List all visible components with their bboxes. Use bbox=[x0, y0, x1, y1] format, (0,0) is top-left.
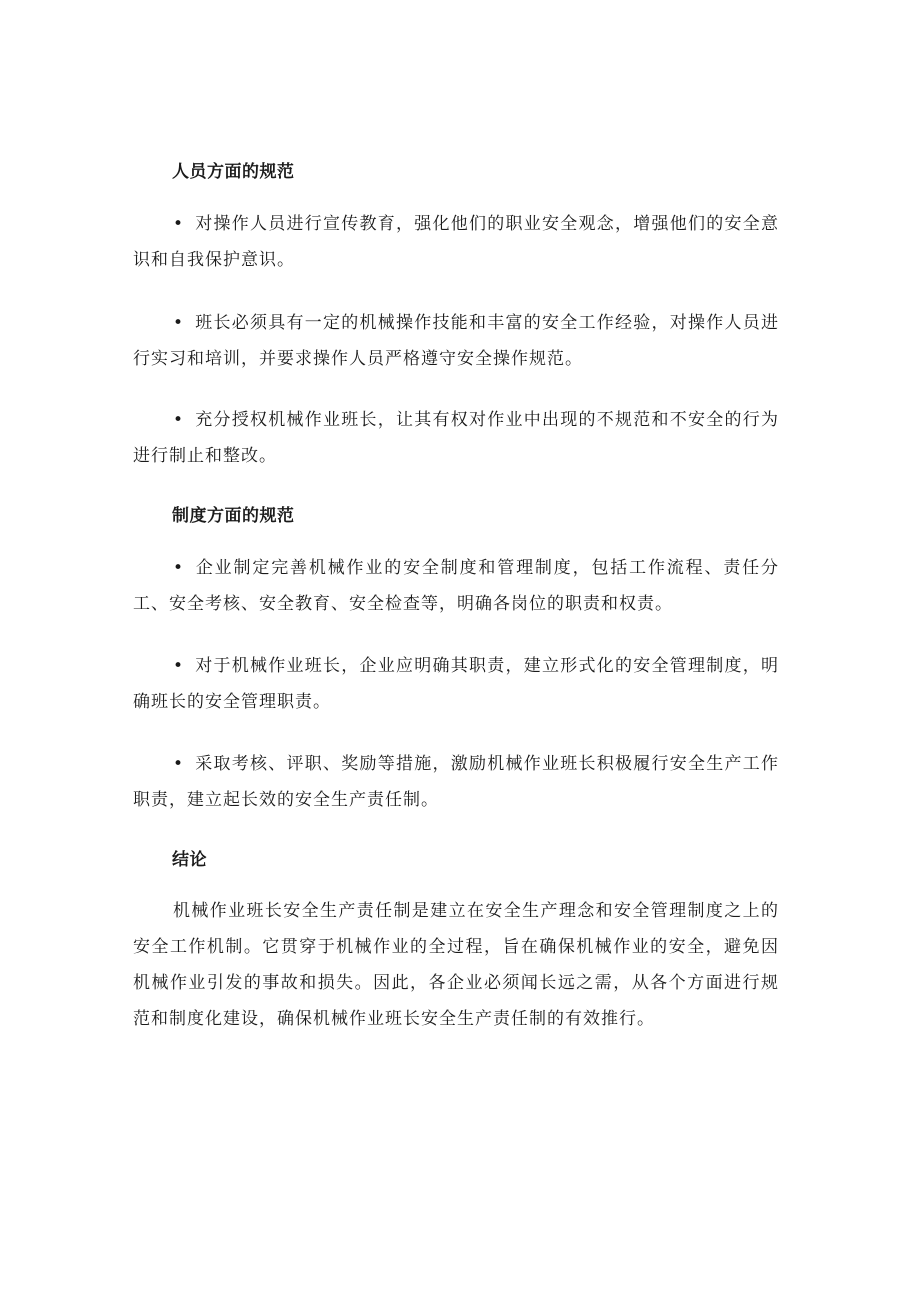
list-item bbox=[133, 305, 779, 377]
list-item-text: 对于机械作业班长，企业应明确其职责，建立形式化的安全管理制度，明确班长的安全管理职责。 bbox=[133, 656, 779, 712]
list-item bbox=[133, 550, 779, 622]
conclusion-paragraph: 机械作业班长安全生产责任制是建立在安全生产理念和安全管理制度之上的安全工作机制。它贯穿于机械作业的全过程，旨在确保机械作业的安全，避免因机械作业引发的事故和损失。因此，各企业必须闻长远之需，从各个方面进行规范和制度化建设，确保机械作业班长安全生产责任制的有效推行。 bbox=[133, 901, 779, 1029]
list-item-text: 充分授权机械作业班长，让其有权对作业中出现的不规范和不安全的行为进行制止和整改。 bbox=[133, 410, 779, 466]
bullet-icon: • bbox=[173, 410, 185, 430]
list-item bbox=[133, 402, 779, 474]
bullet-icon: • bbox=[173, 754, 185, 774]
list-item bbox=[133, 206, 779, 278]
list-item-text: 对操作人员进行宣传教育，强化他们的职业安全观念，增强他们的安全意识和自我保护意识。 bbox=[133, 214, 779, 270]
bullet-icon: • bbox=[173, 656, 185, 676]
section-heading-personnel: 人员方面的规范 bbox=[172, 162, 295, 182]
list-item-text: 采取考核、评职、奖励等措施，激励机械作业班长积极履行安全生产工作职责，建立起长效的安全生产责任制。 bbox=[133, 754, 779, 810]
list-item-text: 企业制定完善机械作业的安全制度和管理制度，包括工作流程、责任分工、安全考核、安全教育、安全检查等，明确各岗位的职责和权责。 bbox=[133, 558, 779, 614]
list-item bbox=[133, 746, 779, 818]
bullet-icon: • bbox=[173, 558, 185, 578]
bullet-icon: • bbox=[173, 313, 185, 333]
bullet-icon: • bbox=[173, 214, 185, 234]
list-item bbox=[133, 648, 779, 720]
list-item-text: 班长必须具有一定的机械操作技能和丰富的安全工作经验，对操作人员进行实习和培训，并要求操作人员严格遵守安全操作规范。 bbox=[133, 313, 779, 369]
section-heading-conclusion: 结论 bbox=[172, 850, 207, 870]
section-heading-system: 制度方面的规范 bbox=[172, 506, 295, 526]
